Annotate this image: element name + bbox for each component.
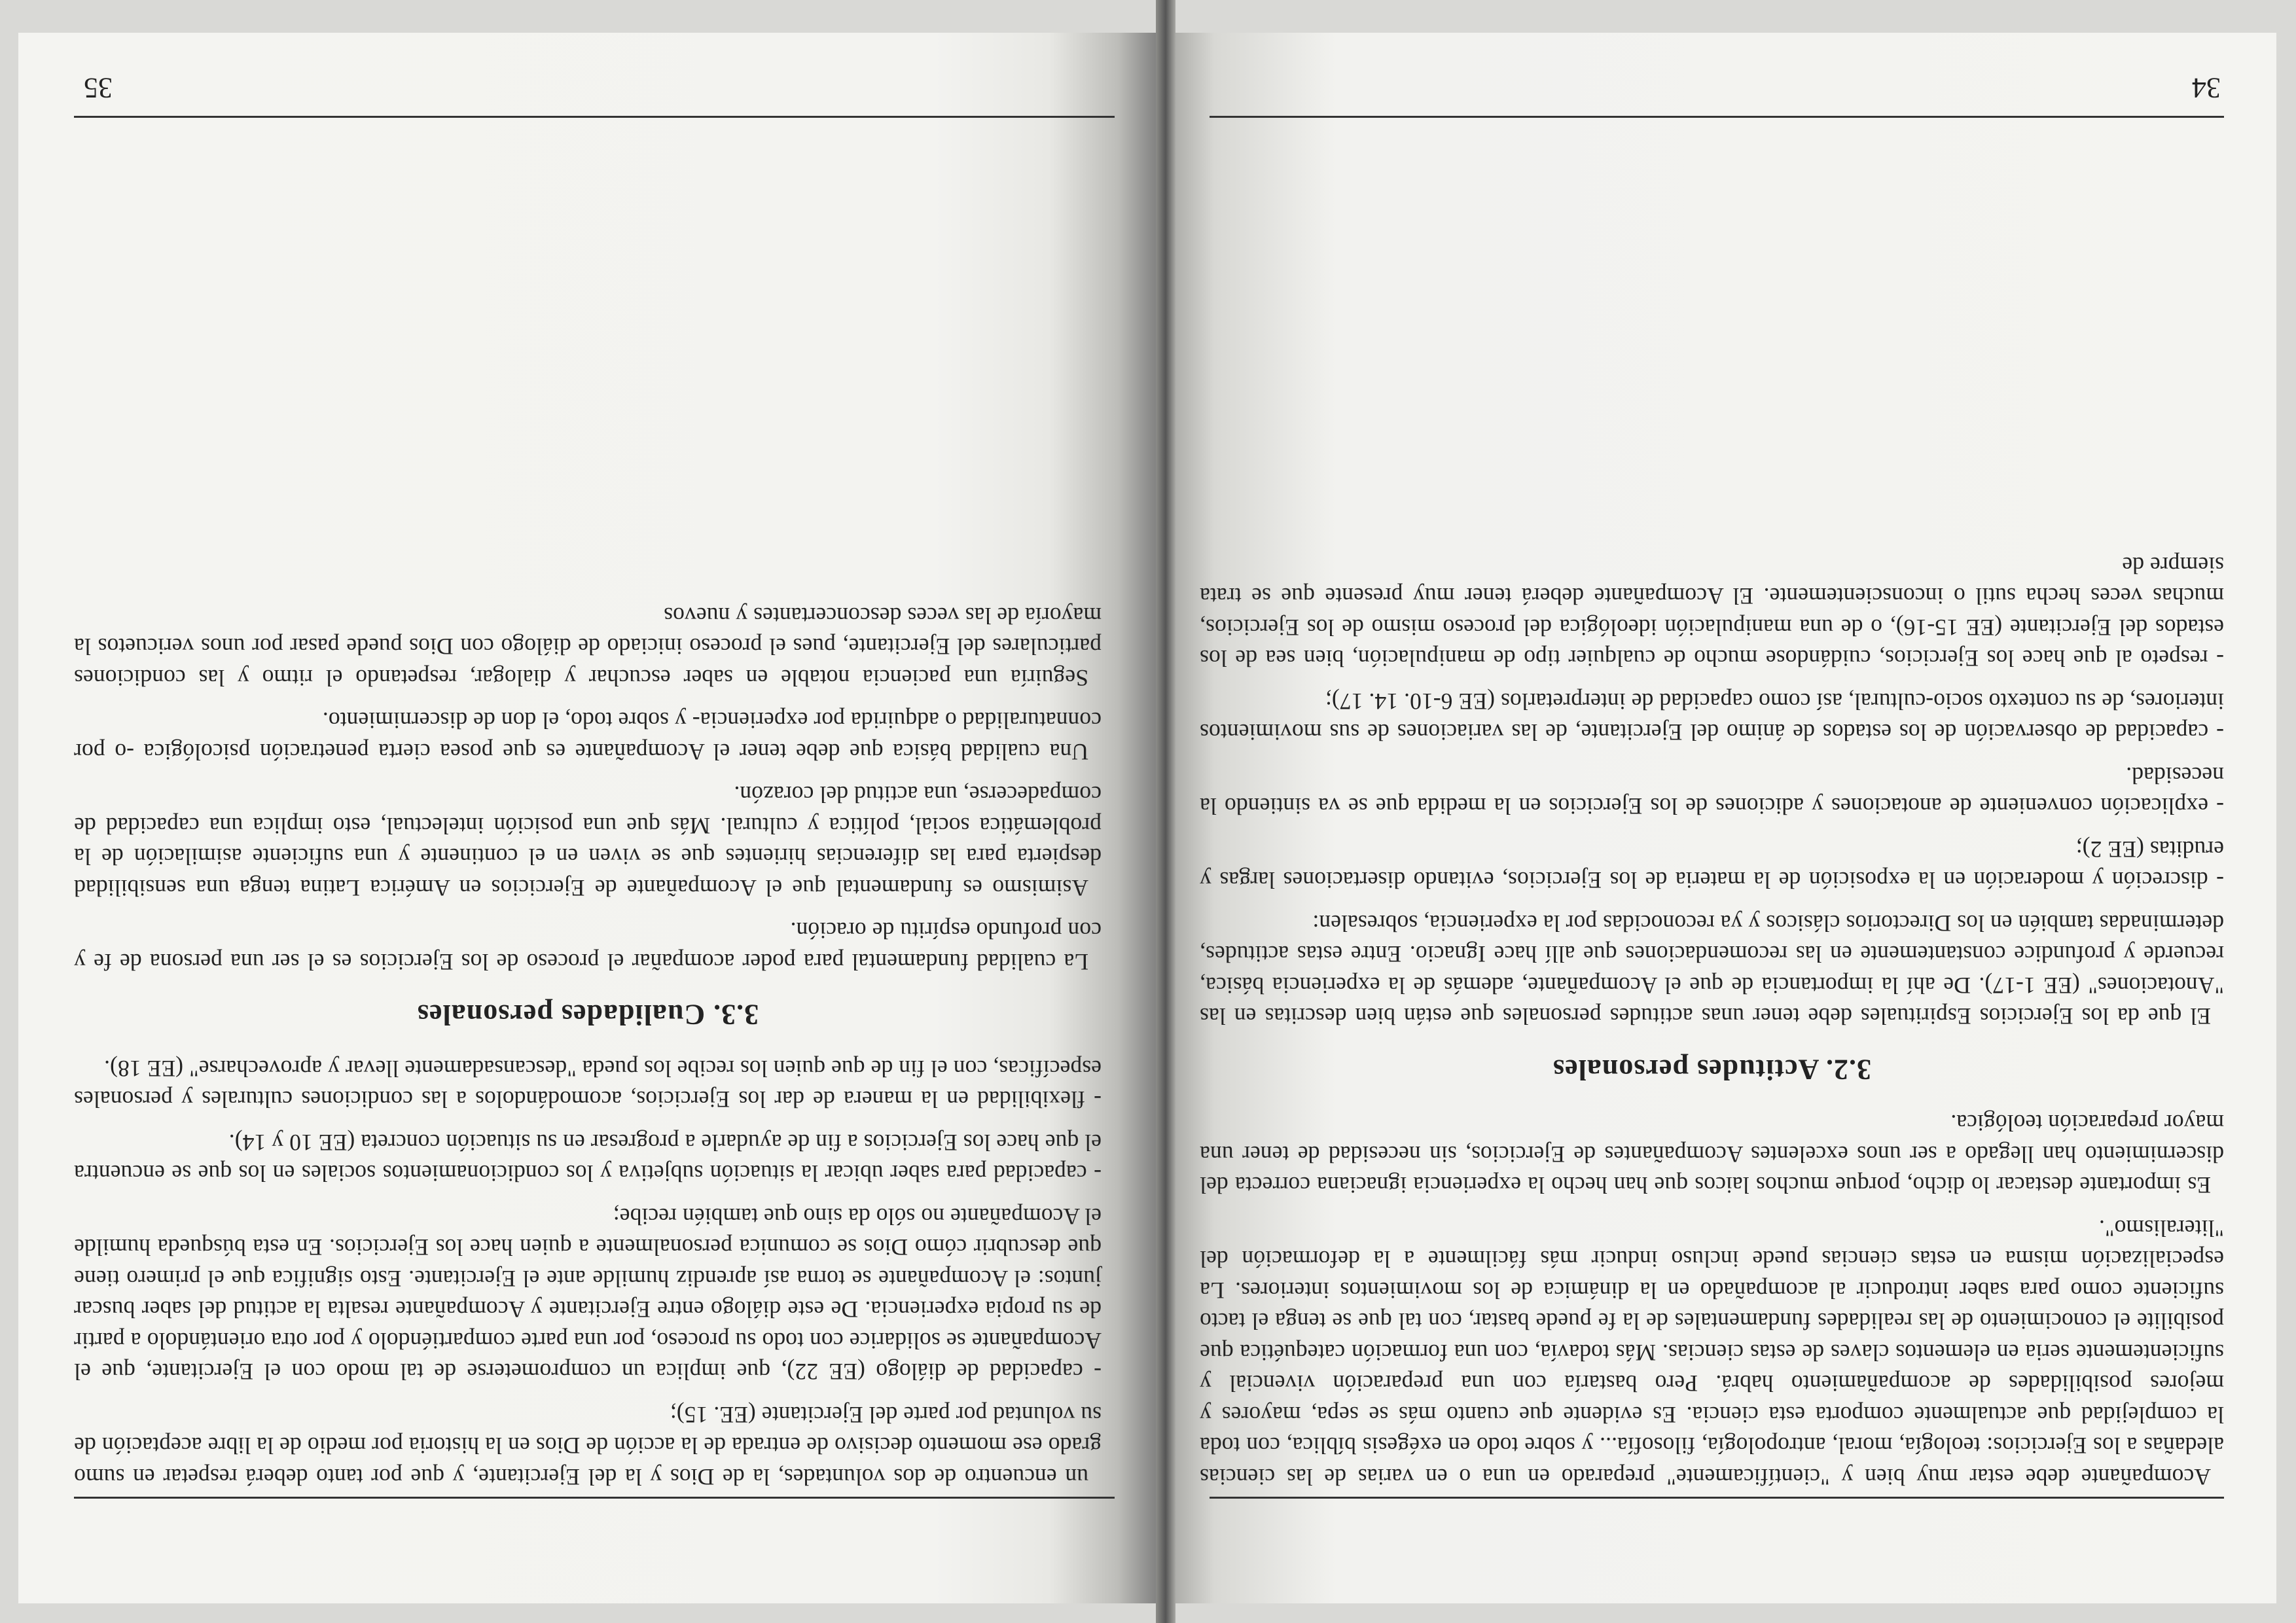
list-item: - respeto al que hace los Ejercicios, cuidándose mucho de cualquier tipo de manipulación, bien sea de los estados del Ejercitante (EE 15-16), o de una manipulación ideológica del proceso mismo de los Ejercicios, muchas veces hecha sutil o inconscientemente. El Acompañante deberá tener muy presente que se trata siempre de bbox=[1200, 552, 2224, 672]
list-item: - capacidad para saber ubicar la situación subjetiva y los condicionamientos sociales en los que se encuentra el que hace los Ejercicios a fin de ayudarle a progresar en su situación concreta (EE 10 y 14). bbox=[74, 1130, 1102, 1187]
page-35 bbox=[18, 33, 1164, 1603]
section-heading: 3.2. Actitudes personales bbox=[1552, 1054, 1871, 1086]
top-rule bbox=[1210, 1497, 2224, 1499]
section-heading: 3.3. Cualidades personales bbox=[416, 999, 759, 1031]
paragraph: Es importante destacar lo dicho, porque muchos laicos que han hecho la experiencia ignaciana correcta del discernimiento han llegado a ser unos excelentes Acompañantes de Ejercicios, sin necesidad de tener una mayor preparación teológica. bbox=[1200, 1110, 2224, 1199]
bottom-rule bbox=[74, 116, 1115, 118]
paragraph: un encuentro de dos voluntades, la de Dios y la del Ejercitante, y que por tanto deberá respetar en sumo grado ese momento decisivo de entrada de la acción de Dios en la historia por medio de la libre aceptación de su voluntad por parte del Ejercitante (EE. 15); bbox=[74, 1402, 1102, 1490]
page-number: 34 bbox=[2192, 72, 2221, 104]
paragraph: El que da los Ejercicios Espirituales debe tener unas actitudes personales que están bien descritas en las "Anotaciones" (EE 1-17). De ahí la importancia de que el Acompañante, además de la experiencia básica, recuerde y profundice constantemente en las recomendaciones que allí hace Ignacio. Entre estas actitudes, determinadas también en los Directorios clásicos y ya reconocidas por la experiencia, sobresalen: bbox=[1200, 910, 2224, 1030]
list-item: - capacidad de diálogo (EE 22), que implica un comprometerse de tal modo con el Ejercitante, que el Acompañante se solidarice con todo su proceso, por una parte compartiéndolo y por otra orientándolo a partir de su propia experiencia. De este diálogo entre Ejercitante y Acompañante resalta la actitud del saber buscar juntos: el Acompañante se torna así aprendiz humilde ante el Ejercitante. Esto significa que el primero tiene que descubrir cómo Dios se comunica personalmente a quien hace los Ejercicios. En esta búsqueda humilde el Acompañante no sólo da sino que también recibe; bbox=[74, 1204, 1102, 1385]
page-number: 35 bbox=[84, 72, 113, 104]
book-gutter bbox=[1156, 0, 1175, 1623]
list-item: - explicación conveniente de anotaciones y adiciones de los Ejercicios en la medida que se va sintiendo la necesidad. bbox=[1200, 762, 2224, 820]
paragraph: La cualidad fundamental para poder acompañar el proceso de los Ejercicios es el ser una persona de fe y con profundo espíritu de oración. bbox=[74, 918, 1102, 975]
bottom-rule bbox=[1210, 116, 2224, 118]
page-35-body bbox=[74, 588, 1102, 1493]
list-item: - flexibilidad en la manera de dar los Ejercicios, acomodándolos a las condiciones culturales y personales específicas, con el fin de que quien los recibe los pueda "descansadamente llevar y aprovecharse" (EE 18). bbox=[74, 1056, 1102, 1113]
page-34-body bbox=[1200, 538, 2224, 1493]
page-34 bbox=[1170, 33, 2276, 1603]
paragraph: Asimismo es fundamental que el Acompañante de Ejercicios en América Latina tenga una sensibilidad despierta para las diferencias hirientes que se viven en el continente y una suficiente asimilación de la problemática social, política y cultural. Más que una posición intelectual, esto implica una capacidad de compadecerse, una actitud del corazón. bbox=[74, 781, 1102, 901]
paragraph: Una cualidad básica que debe tener el Acompañante es que posea cierta penetración psicológica -o por connaturalidad o adquirida por experiencia- y sobre todo, el don de discernimiento. bbox=[74, 707, 1102, 765]
top-rule bbox=[74, 1497, 1115, 1499]
paragraph: Acompañante debe estar muy bien y "científicamente" preparado en una o en varias de las ciencias aledañas a los Ejercicios: teología, moral, antropología, filosofía... y sobre todo en exégesis bíblica, con toda la complejidad que actualmente comporta esta ciencia. Es evidente que cuanto más se sepa, mayores y mejores posibilidades de acompañamiento habrá. Pero bastaría con una preparación vivencial y suficientemente seria en elementos claves de estas ciencias. Más todavía, con una formación catequética que posibilite el conocimiento de las realidades fundamentales de la fe puede bastar, con tal que se tenga el tacto suficiente como para saber introducir al acompañado en la dinámica de los movimientos interiores. La especialización misma en estas ciencias puede incluso inducir más fácilmente a la deformación del "literalismo". bbox=[1200, 1215, 2224, 1490]
list-item: - discreción y moderación en la exposición de la materia de los Ejercicios, evitando disertaciones largas y eruditas (EE 2); bbox=[1200, 836, 2224, 894]
list-item: - capacidad de observación de los estados de ánimo del Ejercitante, de las variaciones de sus movimientos interiores, de su contexto socio-cultural, así como capacidad de interpretarlos (EE 6-10. 14. 17); bbox=[1200, 688, 2224, 746]
paragraph: Seguiría una paciencia notable en saber escuchar y dialogar, respetando el ritmo y las condiciones particulares del Ejercitante, pues el proceso iniciado de diálogo con Dios puede pasar por unos vericuetos la mayoría de las veces desconcertantes y nuevos bbox=[74, 603, 1102, 691]
